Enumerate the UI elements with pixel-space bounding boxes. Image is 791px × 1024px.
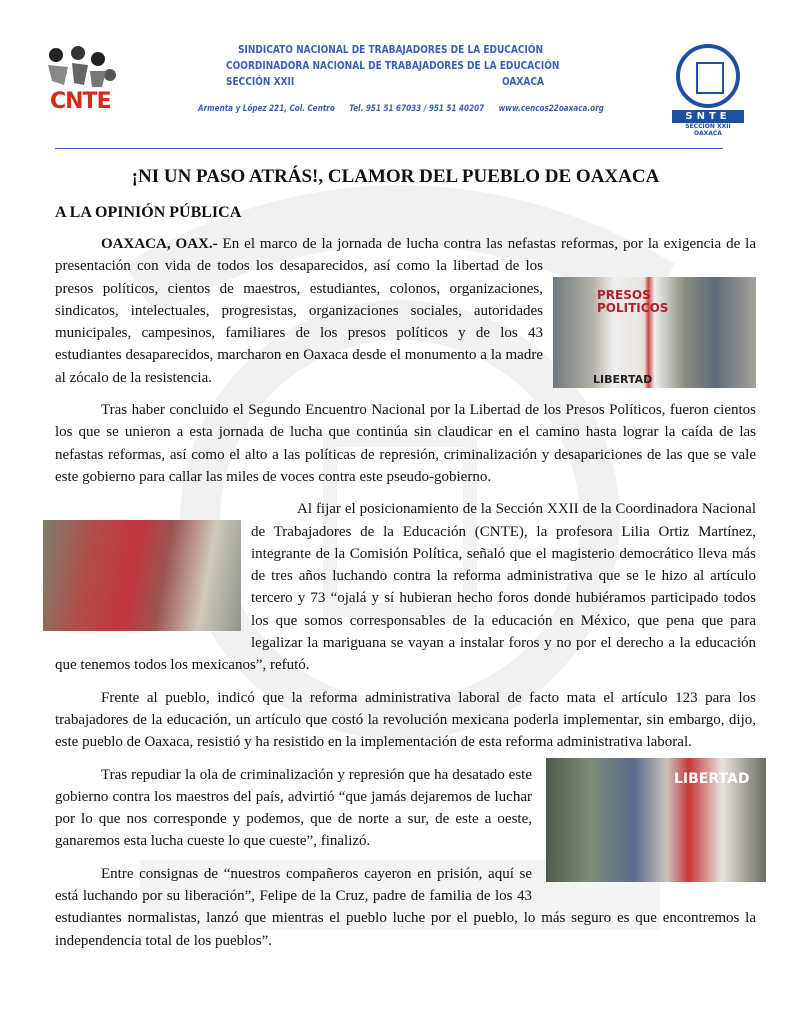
- paragraph-1: PRESOS POLITICOS LIBERTAD OAXACA, OAX.- En el marco de la jornada de lucha contra las nefastas reformas, por la exigencia de la presentación con vida de todos los desaparecidos, así como la libertad de los presos políticos, cientos de maestros, estudiantes, colonos, organizaciones, sindicatos, intelectuales, progresistas, organizaciones sociales, autoridades municipales, campesinos, familiares de los presos políticos y de los 43 estudiantes desaparecidos, marcharon en Oaxaca desde el monumento a la madre al zócalo de la resistencia.: [55, 236, 756, 386]
- cnte-logo: CNTE: [38, 45, 126, 117]
- document-title: ¡NI UN PASO ATRÁS!, CLAMOR DEL PUEBLO DE OAXACA: [131, 166, 660, 187]
- paragraph-6: Entre consignas de “nuestros compañeros cayeron en prisión, aquí se está luchando por su liberación”, Felipe de la Cruz, padre de familia de los 43 estudiantes normalistas, lanzó que mientras el pueblo luche por el pueblo, lo más seguro es que encontremos la independencia total de los pueblos”.: [55, 865, 756, 949]
- header-website[interactable]: www.cencos22oaxaca.org: [498, 104, 604, 114]
- paragraph-3: Al fijar el posicionamiento de la Sección XXII de la Coordinadora Nacional de Trabajadores de la Educación (CNTE), la profesora Lilia Ortiz Martínez, integrante de la Comisión Política, señaló que el magisterio democrático lleva más de tres años luchando contra la reforma administrativa que se le hizo al artículo tercero y 73 “ojalá y sí hubieran hecho foros donde hubiéramos participado todos los que somos corresponsables de la educación en México, que pena que para legalizar la mariguana se vayan a instalar foros y no por el derecho a la educación que tenemos todos los mexicanos”, refutó.: [55, 498, 756, 676]
- header-divider: [55, 148, 723, 149]
- document-subtitle: A LA OPINIÓN PÚBLICA: [55, 204, 242, 221]
- header-coordinator-name: COORDINADORA NACIONAL DE TRABAJADORES DE LA EDUCACIÓN: [226, 59, 560, 72]
- cnte-figures-icon: [44, 45, 124, 89]
- header-phone: Tel. 951 51 67033 / 951 51 40207: [349, 104, 485, 114]
- snte-seal-icon: [676, 44, 740, 108]
- header-city: OAXACA: [502, 75, 544, 88]
- header-contact: [198, 104, 616, 114]
- paragraph-2: Tras haber concluido el Segundo Encuentro Nacional por la Libertad de los Presos Políticos, fueron cientos los que se unieron a esta jornada de lucha que continúa sin claudicar en el camino hasta lograr la caída de las nefastas reformas, así como el alto a las políticas de represión, criminalización y desapariciones de las que se vale este gobierno para callar las miles de voces contra este pseudo-gobierno.: [55, 402, 756, 485]
- header-union-name: SINDICATO NACIONAL DE TRABAJADORES DE LA EDUCACIÓN: [238, 43, 544, 56]
- photo-march-political-prisoners: PRESOS POLITICOS LIBERTAD: [553, 277, 756, 388]
- photo-rally-speakers: LIBERTAD: [546, 758, 766, 882]
- paragraph-5: LIBERTAD Tras repudiar la ola de criminalización y represión que ha desatado este gobierno contra los maestros del país, advirtió “que jamás dejaremos de luchar por lo que nos corresponde y podemos, que de norte a sur, de este a oeste, ganaremos esta lucha cueste lo que cueste”, finalizó.: [55, 764, 756, 853]
- header-section: SECCIÓN XXII: [226, 75, 295, 88]
- paragraph-4: Frente al pueblo, indicó que la reforma administrativa laboral de facto mata el artículo 123 para los trabajadores de la educación, un artículo que costó la revolución mexicana poderla implementar, sin embargo, dijo, este pueblo de Oaxaca, resistió y ha resistido en la implementación de esta reforma administrativa laboral.: [55, 689, 756, 751]
- article-body: [55, 233, 756, 962]
- snte-logo: SNTE SECCION XXII OAXACA: [672, 44, 744, 144]
- photo-march-banner: [43, 520, 241, 631]
- header-address: Armenta y López 221, Col. Centro: [198, 104, 335, 114]
